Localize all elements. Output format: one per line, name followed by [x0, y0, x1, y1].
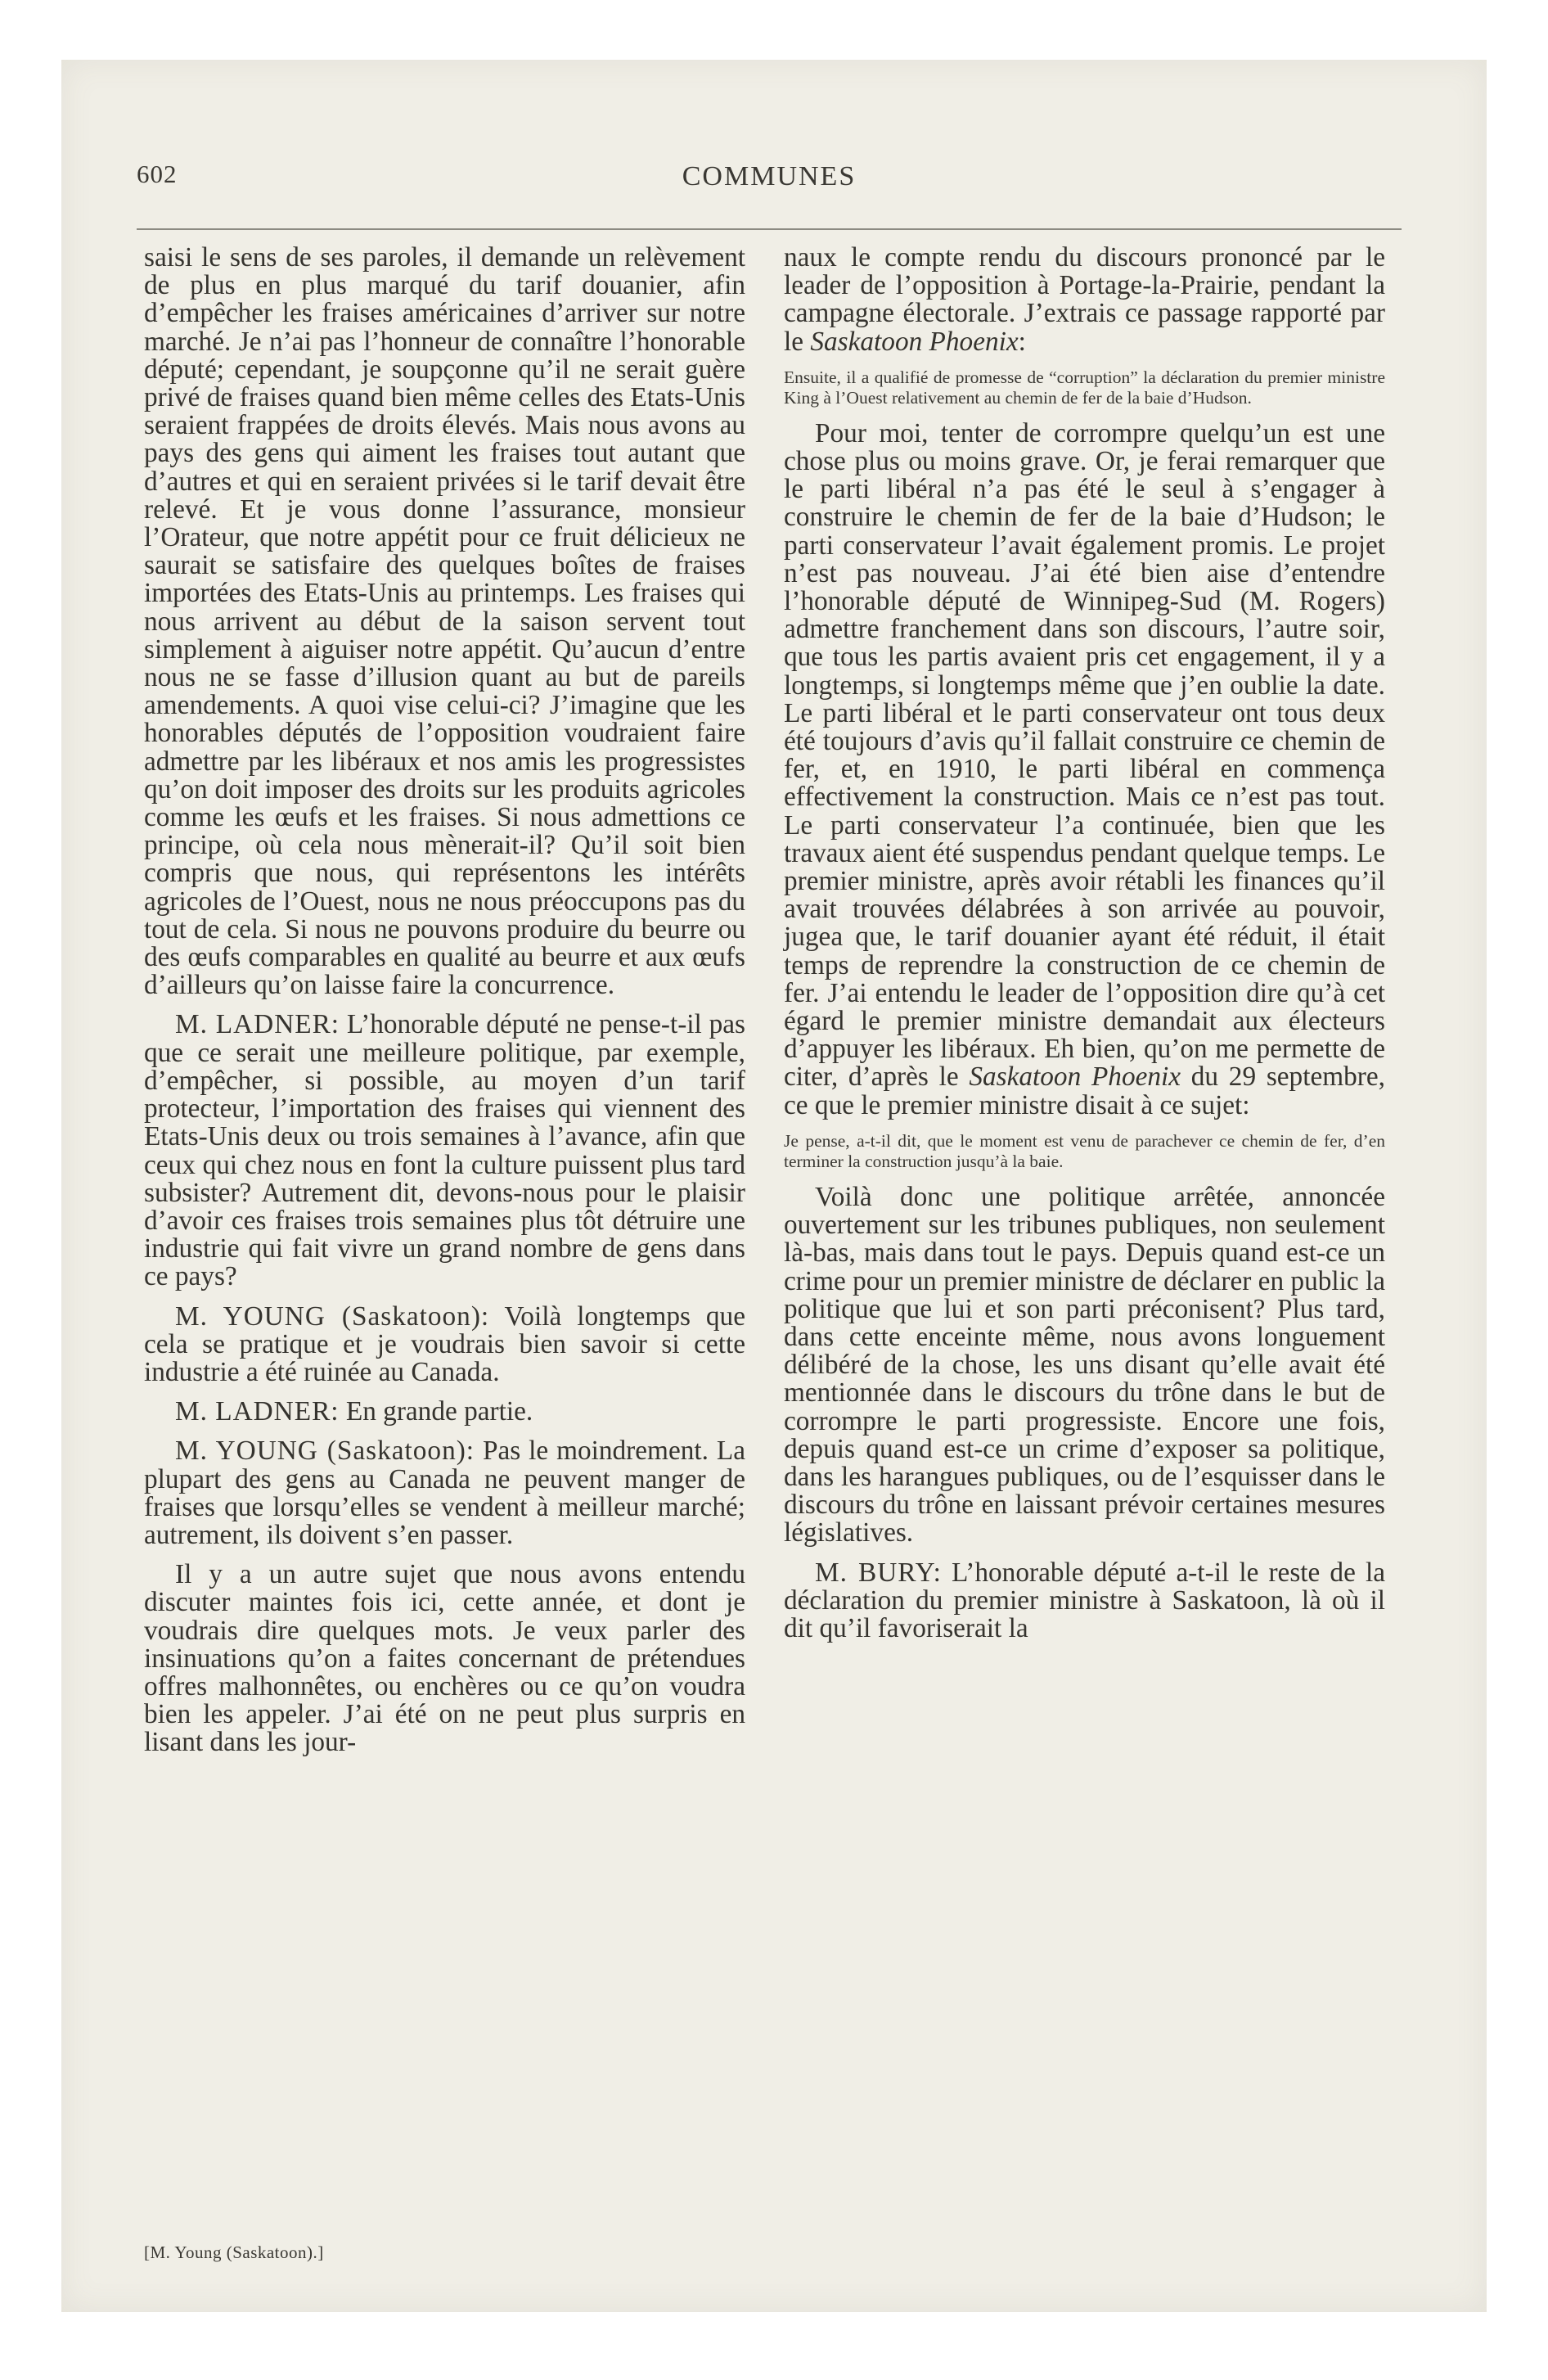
- paragraph: [144, 1300, 745, 1387]
- paragraph: saisi le sens de ses paroles, il demande un relèvement de plus en plus marqué du tarif douanier, afin d’empêcher les fraises américaines d’arriver sur notre marché. Je n’ai pas l’honneur de connaître l’honorable député; cependant, je soupçonne qu’il ne serait guère privé de fraises quand bien même celles des Etats-Unis seraient frappées de droits élevés. Mais nous avons au pays des gens qui aiment les fraises tout autant que d’autres et qui en seraient privées si le tarif devait être relevé. Et je vous donne l’assurance, monsieur l’Orateur, que notre appétit pour ce fruit délicieux ne saurait se satisfaire des quelques boîtes de fraises importées des Etats-Unis au printemps. Les fraises qui nous arrivent au début de la saison servent tout simplement à aiguiser notre appétit. Qu’aucun d’entre nous ne se fasse d’illusion quant au but de pareils amendements. A quoi vise celui-ci? J’imagine que les honorables députés de l’opposition voudraient faire admettre par les libéraux et nos amis les progressistes qu’on doit imposer des droits sur les produits agricoles comme les œufs et les fraises. Si nous admettions ce principe, où cela nous mènerait-il? Qu’il soit bien compris que nous, qui représentons les intérêts agricoles de l’Ouest, nous ne nous préoccupons pas du tout de cela. Si nous ne pouvons produire du beurre ou des œufs comparables en qualité au beurre et aux œufs d’ailleurs qu’on laisse faire la concurrence.: [144, 242, 745, 1001]
- paragraph: [784, 417, 1385, 1120]
- body-text: naux le compte rendu du discours prononcé par le leader de l’opposition à Portage-la-Prairie, pendant la campagne électorale. J’extrais ce passage rapporté par le: [784, 242, 1385, 357]
- speaker-name: M. LADNER:: [175, 1009, 340, 1040]
- block-quote: Je pense, a-t-il dit, que le moment est venu de parachever ce chemin de fer, d’en terminer la construction jusqu’à la baie.: [784, 1130, 1385, 1171]
- speech-text: Pas le moindrement. La plupart des gens au Canada ne peuvent manger de fraises que lorsqu’elles se vendent à meilleur marché; autrement, ils doivent s’en passer.: [144, 1436, 745, 1550]
- speaker-name: M. YOUNG (Saskatoon):: [175, 1300, 490, 1332]
- paragraph: [784, 1559, 1385, 1643]
- paragraph: Voilà donc une politique arrêtée, annoncée ouvertement sur les tribunes publiques, non seulement là-bas, mais dans tout le pays. Depuis quand est-ce un crime pour un premier ministre de déclarer en public la politique que lui et son parti préconisent? Plus tard, dans cette enceinte même, nous avons longuement délibéré de la chose, les uns disant qu’elle avait été mentionnée dans le discours du trône dans le but de corrompre le parti progressiste. Encore une fois, depuis quand est-ce un crime d’exposer sa politique, dans les harangues publiques, ou de l’esquisser dans le discours du trône en laissant prévoir certaines mesures législatives.: [784, 1181, 1386, 1548]
- footer-speaker-note: [M. Young (Saskatoon).]: [144, 2243, 324, 2262]
- paragraph: [144, 1437, 745, 1549]
- paragraph: [144, 1011, 745, 1291]
- header-rule: [137, 228, 1402, 230]
- page-number: 602: [137, 160, 178, 188]
- newspaper-name: Saskatoon Phoenix: [969, 1062, 1181, 1093]
- left-column: [144, 244, 745, 1769]
- speech-text: Voilà longtemps que cela se pratique et je voudrais bien savoir si cette industrie a été ruinée au Canada.: [144, 1300, 745, 1387]
- block-quote: Ensuite, il a qualifié de promesse de “corruption” la déclaration du premier ministre King à l’Ouest relativement au chemin de fer de la baie d’Hudson.: [784, 367, 1385, 408]
- body-text: du 29 septembre, ce que le premier ministre disait à ce sujet:: [784, 1062, 1385, 1120]
- newspaper-name: Saskatoon Phoenix: [810, 326, 1019, 357]
- paragraph: Il y a un autre sujet que nous avons entendu discuter maintes fois ici, cette année, et dont je voudrais dire quelques mots. Je veux parler des insinuations qu’on a faites concernant de prétendues offres malhonnêtes, ou enchères ou ce qu’on voudra bien les appeler. J’ai été on ne peut plus surpris en lisant dans les jour-: [144, 1559, 745, 1758]
- speech-text: L’honorable député a-t-il le reste de la déclaration du premier ministre à Saskatoon, là où il dit qu’il favoriserait la: [784, 1557, 1385, 1643]
- body-text: :: [1018, 326, 1026, 357]
- paragraph: [144, 1398, 745, 1426]
- speaker-name: M. LADNER:: [175, 1396, 340, 1427]
- speech-text: En grande partie.: [339, 1396, 533, 1427]
- speaker-name: M. YOUNG (Saskatoon):: [175, 1436, 475, 1467]
- right-column: [784, 244, 1385, 1654]
- speech-text: L’honorable député ne pense-t-il pas que ce serait une meilleure politique, par exemple, d’empêcher, si possible, au moyen d’un tarif protecteur, l’importation des fraises qui viennent des Etats-Unis deux ou trois semaines à l’avance, afin que ceux qui chez nous en font la culture puissent plus tard subsister? Autrement dit, devons-nous pour le plaisir d’avoir ces fraises trois semaines plus tôt détruire une industrie qui fait vivre un grand nombre de gens dans ce pays?: [144, 1009, 746, 1292]
- speaker-name: M. BURY:: [815, 1557, 942, 1588]
- paragraph: [784, 244, 1385, 356]
- body-text: Pour moi, tenter de corrompre quelqu’un est une chose plus ou moins grave. Or, je ferai remarquer que le parti libéral n’a pas été le seul à s’engager à construire le chemin de fer de la baie d’Hudson; le parti conservateur l’avait également promis. Le projet n’est pas nouveau. J’ai été bien aise d’entendre l’honorable député de Winnipeg-Sud (M. Rogers) admettre franchement dans son discours, l’autre soir, que tous les partis avaient pris cet engagement, il y a longtemps, si longtemps même que j’en oublie la date. Le parti libéral et le parti conservateur ont tous deux été toujours d’avis qu’il fallait construire ce chemin de fer, et, en 1910, le parti libéral en commença effectivement la construction. Mais ce n’est pas tout. Le parti conservateur l’a continuée, bien que les travaux aient été suspendus pendant quelque temps. Le premier ministre, après avoir rétabli les finances qu’il avait trouvées délabrées à son arrivée au pouvoir, jugea que, le tarif douanier ayant été réduit, il était temps de reprendre la construction de ce chemin de fer. J’ai entendu le leader de l’opposition dire qu’à cet égard le premier ministre demandait aux électeurs d’appuyer les libéraux. Eh bien, qu’on me permette de citer, d’après le: [784, 417, 1385, 1093]
- journal-title: COMMUNES: [682, 161, 857, 192]
- running-head: [137, 160, 1402, 209]
